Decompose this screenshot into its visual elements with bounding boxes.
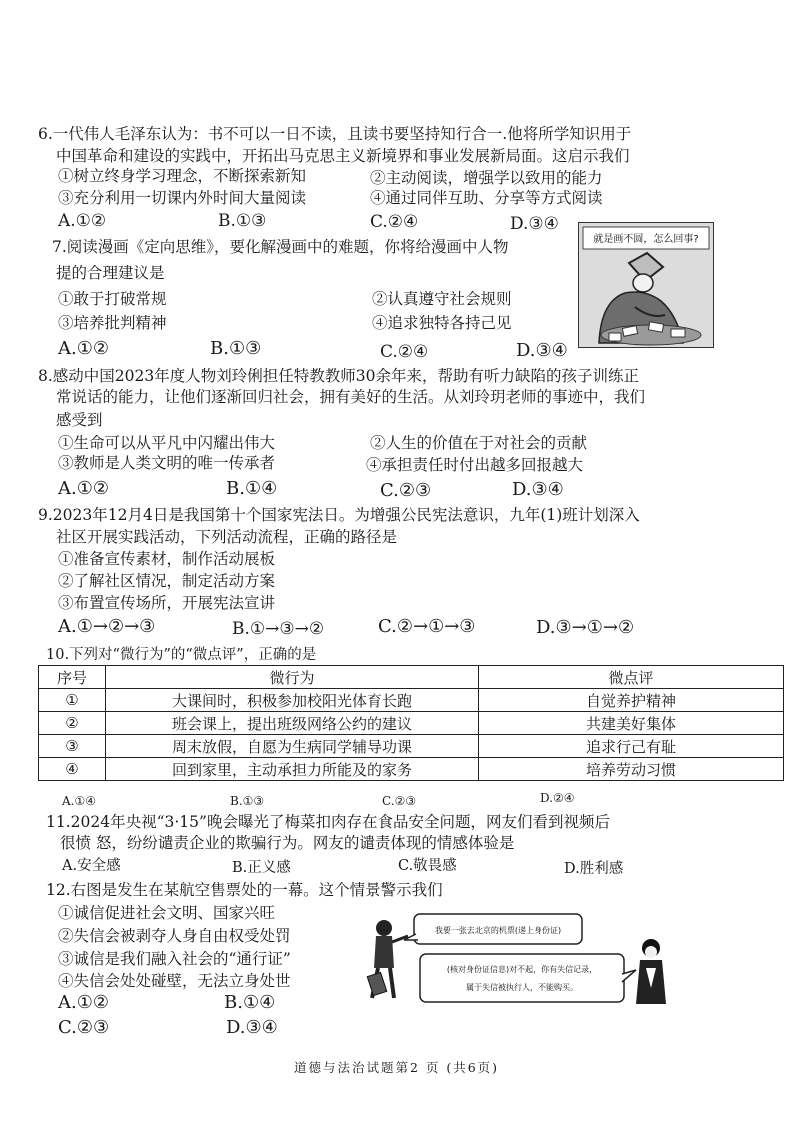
comic-illustration: [579, 223, 713, 347]
q10-header-behavior: 微行为: [106, 666, 479, 689]
q10-cell-behavior: 回到家里，主动承担力所能及的家务: [106, 758, 479, 781]
q6-option-d[interactable]: D.③④: [510, 214, 559, 234]
q12-item-2: ②失信会被剥夺人身自由权受处罚: [58, 927, 291, 945]
bubble-request-text: 我要一张去北京的机票(递上身份证): [434, 926, 562, 935]
q7-option-b[interactable]: B.①③: [210, 338, 262, 359]
q8-item-4: ④承担责任时付出越多回报越大: [366, 456, 584, 474]
q6-option-a[interactable]: A.①②: [58, 211, 107, 231]
q10-cell-index: ①: [39, 689, 106, 712]
q12-item-1: ①诚信促进社会文明、国家兴旺: [58, 904, 276, 922]
q12-stem: 12.右图是发生在某航空售票处的一幕。这个情景警示我们: [46, 881, 443, 899]
q10-option-a[interactable]: A.①④: [62, 794, 96, 808]
q9-stem-line2: 社区开展实践活动，下列活动流程，正确的路径是: [56, 528, 398, 546]
q9-item-3: ③布置宣传场所，开展宪法宣讲: [58, 594, 276, 612]
q8-option-b[interactable]: B.①④: [226, 478, 278, 499]
q7-stem-line1: 7.阅读漫画《定向思维》，要化解漫画中的难题，你将给漫画中人物: [52, 238, 509, 256]
q6-stem-line2: 中国革命和建设的实践中，开拓出马克思主义新境界和事业发展新局面。这启示我们: [56, 147, 630, 165]
q9-option-d[interactable]: D.③→①→②: [536, 617, 635, 638]
q11-option-d[interactable]: D.胜利感: [564, 861, 624, 877]
q12-option-a[interactable]: A.①②: [58, 992, 109, 1013]
q8-stem-line2: 常说话的能力，让他们逐渐回归社会，拥有美好的生活。从刘玲玥老师的事迹中，我们: [56, 388, 646, 406]
q9-option-a[interactable]: A.①→②→③: [58, 616, 156, 637]
q8-item-2: ②人生的价值在于对社会的贡献: [370, 434, 588, 452]
q10-option-d[interactable]: D.②④: [540, 791, 575, 805]
q10-cell-index: ③: [39, 735, 106, 758]
q8-item-3: ③教师是人类文明的唯一传承者: [58, 454, 276, 472]
q10-cell-comment: 自觉养护精神: [479, 689, 784, 712]
q12-option-b[interactable]: B.①④: [224, 992, 276, 1013]
q6-item-4: ④通过同伴互助、分享等方式阅读: [370, 189, 603, 207]
q10-cell-comment: 共建美好集体: [479, 712, 784, 735]
comic-directional-thinking: [578, 222, 714, 348]
bubble-reply-line1: (核对身份证信息)对不起，你有失信记录，: [446, 965, 598, 974]
q12-item-3: ③诚信是我们融入社会的“通行证”: [58, 950, 291, 968]
q9-stem-line1: 9.2023年12月4日是我国第十个国家宪法日。为增强公民宪法意识，九年(1)班计划深入: [38, 506, 640, 524]
q6-item-1: ①树立终身学习理念，不断探索新知: [58, 167, 307, 185]
q8-option-c[interactable]: C.②③: [380, 480, 432, 501]
airline-ticket-scene: [364, 908, 670, 1012]
table-row: [39, 712, 784, 735]
q11-option-b[interactable]: B.正义感: [232, 860, 291, 876]
q10-cell-behavior: 周末放假，自愿为生病同学辅导功课: [106, 735, 479, 758]
q10-cell-index: ②: [39, 712, 106, 735]
q10-cell-behavior: 班会课上，提出班级网络公约的建议: [106, 712, 479, 735]
q7-option-c[interactable]: C.②④: [380, 342, 429, 362]
q7-item-4: ④追求独特各持己见: [372, 314, 512, 332]
q10-option-b[interactable]: B.①③: [230, 794, 265, 808]
q7-option-d[interactable]: D.③④: [516, 340, 568, 361]
q8-stem-line1: 8.感动中国2023年度人物刘玲俐担任特教教师30余年来，帮助有听力缺陷的孩子训练正: [38, 367, 639, 385]
q7-item-2: ②认真遵守社会规则: [372, 290, 512, 308]
q10-option-c[interactable]: C.②③: [382, 794, 417, 808]
q6-stem-line1: 6.一代伟人毛泽东认为：书不可以一日不读，且读书要坚持知行合一.他将所学知识用于: [38, 125, 632, 143]
q11-stem-line2: 很愤 怒，纷纷谴责企业的欺骗行为。网友的谴责体现的情感体验是: [60, 834, 515, 852]
q9-option-b[interactable]: B.①→③→②: [232, 619, 325, 639]
q6-item-3: ③充分利用一切课内外时间大量阅读: [58, 189, 307, 207]
q11-option-a[interactable]: A.安全感: [62, 858, 121, 874]
q7-item-1: ①敢于打破常规: [58, 290, 167, 308]
q7-item-3: ③培养批判精神: [58, 314, 167, 332]
q12-item-4: ④失信会处处碰壁，无法立身处世: [58, 972, 291, 990]
q10-table: [38, 665, 784, 781]
q6-option-c[interactable]: C.②④: [370, 212, 419, 232]
q9-option-c[interactable]: C.②→①→③: [378, 616, 476, 637]
q10-header-row: [39, 666, 784, 689]
q8-item-1: ①生命可以从平凡中闪耀出伟大: [58, 434, 276, 452]
q12-option-c[interactable]: C.②③: [58, 1017, 110, 1038]
q8-stem-line3: 感受到: [56, 411, 103, 429]
table-row: [39, 758, 784, 781]
q9-item-1: ①准备宣传素材，制作活动展板: [58, 550, 276, 568]
q8-option-a[interactable]: A.①②: [58, 478, 109, 499]
q6-option-b[interactable]: B.①③: [218, 211, 267, 231]
comic-caption: 就是画不圆，怎么回事?: [593, 234, 699, 245]
q12-option-d[interactable]: D.③④: [226, 1017, 278, 1038]
q7-option-a[interactable]: A.①②: [58, 338, 109, 359]
q10-header-index: 序号: [39, 666, 106, 689]
bubble-reply-line2: 属于失信被执行人，不能购买。: [466, 983, 578, 992]
q10-header-comment: 微点评: [479, 666, 784, 689]
q10-stem: 10.下列对“微行为”的“微点评”，正确的是: [46, 647, 317, 663]
q10-cell-index: ④: [39, 758, 106, 781]
page-footer: 道德与法治试题第2 页 (共6页): [293, 1060, 500, 1075]
q9-item-2: ②了解社区情况，制定活动方案: [58, 572, 276, 590]
q7-stem-line2: 提的合理建议是: [56, 264, 165, 282]
q10-cell-comment: 追求行己有耻: [479, 735, 784, 758]
q11-option-c[interactable]: C.敬畏感: [398, 858, 457, 874]
q10-cell-behavior: 大课间时，积极参加校阳光体育长跑: [106, 689, 479, 712]
q11-stem-line1: 11.2024年央视“3·15”晚会曝光了梅菜扣肉存在食品安全问题，网友们看到视频后: [46, 813, 610, 831]
q6-item-2: ②主动阅读，增强学以致用的能力: [370, 169, 603, 187]
table-row: [39, 735, 784, 758]
q10-cell-comment: 培养劳动习惯: [479, 758, 784, 781]
table-row: [39, 689, 784, 712]
q8-option-d[interactable]: D.③④: [512, 479, 564, 500]
